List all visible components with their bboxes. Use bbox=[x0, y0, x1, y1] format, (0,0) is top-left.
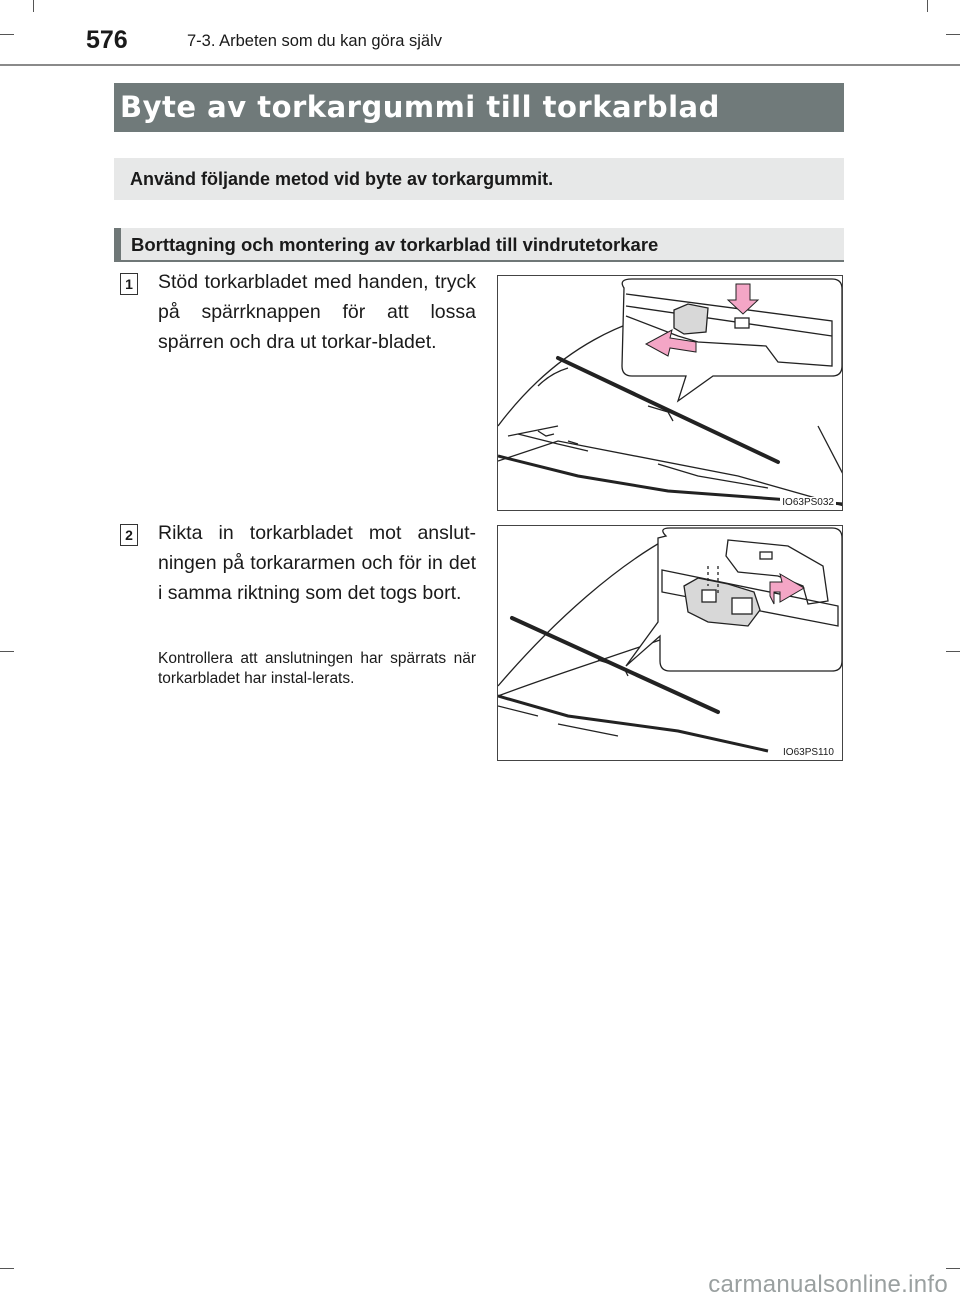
step-note-2: Kontrollera att anslutningen har spärrats när torkarbladet har instal-lerats. bbox=[158, 650, 476, 687]
crop-mark bbox=[946, 651, 960, 652]
intro-box: Använd följande metod vid byte av torkargummit. bbox=[114, 158, 844, 200]
crop-mark bbox=[927, 0, 928, 12]
figure-1 bbox=[497, 275, 843, 511]
step-text-2: Rikta in torkarbladet mot anslut-ningen på torkararmen och för in det i samma riktning som det togs bort. bbox=[158, 522, 476, 604]
figure-code-2: IO63PS110 bbox=[783, 747, 834, 758]
crop-mark bbox=[946, 1268, 960, 1269]
step-number-1: 1 bbox=[120, 273, 138, 295]
step-text-1: Stöd torkarbladet med handen, tryck på spärrknappen för att lossa spärren och dra ut torkar-bladet. bbox=[158, 271, 476, 353]
step-number-2: 2 bbox=[120, 524, 138, 546]
wiper-install-illustration bbox=[498, 526, 843, 761]
page-title: Byte av torkargummi till torkarblad bbox=[114, 83, 844, 132]
figure-code-1: IO63PS032 bbox=[782, 497, 834, 508]
crop-mark bbox=[0, 651, 14, 652]
crop-mark bbox=[33, 0, 34, 12]
figure-2 bbox=[497, 525, 843, 761]
watermark: carmanualsonline.info bbox=[708, 1271, 948, 1298]
crop-mark bbox=[0, 1268, 14, 1269]
crop-mark bbox=[946, 34, 960, 35]
page-number: 576 bbox=[86, 26, 128, 54]
section-heading: 7-3. Arbeten som du kan göra själv bbox=[187, 32, 442, 50]
sub-heading: Borttagning och montering av torkarblad till vindrutetorkare bbox=[114, 228, 844, 262]
header-rule bbox=[0, 64, 960, 66]
wiper-removal-illustration bbox=[498, 276, 843, 511]
crop-mark bbox=[0, 34, 14, 35]
